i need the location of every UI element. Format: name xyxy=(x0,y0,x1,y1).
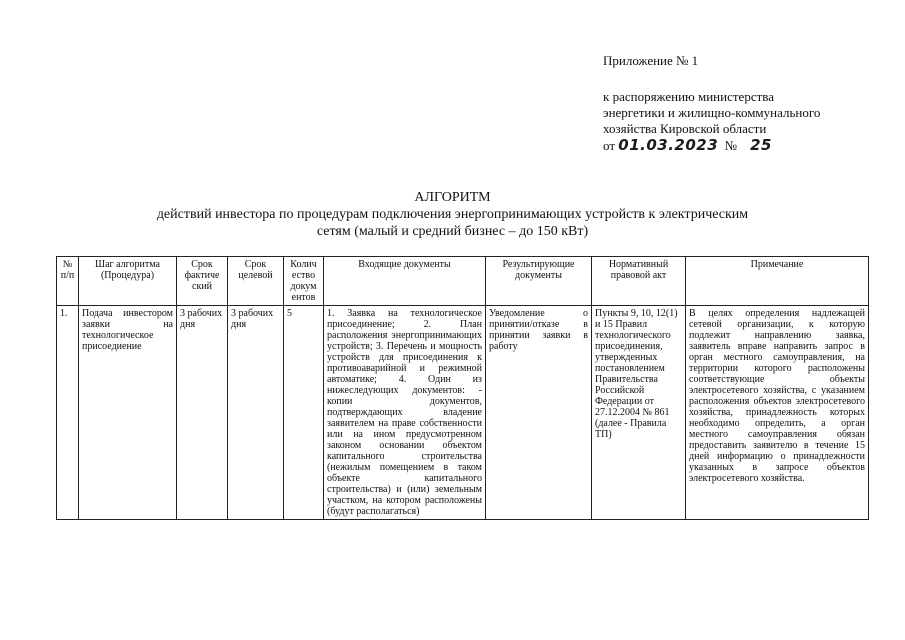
table-header-row xyxy=(57,257,869,306)
header-legal: Нормативный правовой акт xyxy=(592,257,686,306)
appendix-title: Приложение № 1 xyxy=(603,53,699,68)
appendix-date-line xyxy=(603,137,893,154)
handwritten-number: 25 xyxy=(750,136,772,154)
appendix-line-1: к распоряжению министерства xyxy=(603,89,775,104)
handwritten-date: 01.03.2023 xyxy=(618,136,719,154)
header-incoming: Входящие документы xyxy=(324,257,486,306)
from-label: от xyxy=(603,138,616,153)
header-target-term: Срок целевой xyxy=(228,257,284,306)
appendix-line-2: энергетики и жилищно-коммунального xyxy=(603,105,821,120)
heading-title: АЛГОРИТМ xyxy=(414,190,491,205)
cell-target-term: 3 рабочих дня xyxy=(228,306,284,520)
heading-subtitle-line-1: действий инвестора по процедурам подключения энергопринимающих устройств к электрическим xyxy=(156,207,749,222)
document-heading xyxy=(0,189,905,240)
cell-fact-term: 3 рабочих дня xyxy=(177,306,228,520)
appendix-line-3: хозяйства Кировской области xyxy=(603,121,767,136)
cell-note: В целях определения надлежащей сетевой организации, к которую подлежит направлению заявка, заявитель вправе направить запрос в орган местного самоуправления, на территории которого расположены соответствующие объекты электросетевого хозяйства, с указанием расположения объектов электросетевого хозяйства, принадлежность которых необходимо определить, а орган местного самоуправления обязан предоставить заявителю в течение 15 дней информацию о принадлежности указанных в запросе объектов электросетевого хозяйства. xyxy=(686,306,869,520)
header-result: Результирующие документы xyxy=(486,257,592,306)
heading-subtitle-line-2: сетям (малый и средний бизнес – до 150 кВт) xyxy=(316,224,589,239)
header-fact-term: Срок фактиче ский xyxy=(177,257,228,306)
header-note: Примечание xyxy=(686,257,869,306)
table-row xyxy=(57,306,869,520)
cell-step: Подача инвестором заявки на технологическое присоедиение xyxy=(79,306,177,520)
header-step: Шаг алгоритма (Процедура) xyxy=(79,257,177,306)
algorithm-table xyxy=(56,256,869,520)
header-num: № п/п xyxy=(57,257,79,306)
cell-num: 1. xyxy=(57,306,79,520)
cell-result: Уведомление о принятии/отказе в принятии заявки в работу xyxy=(486,306,592,520)
appendix-block xyxy=(603,53,893,154)
cell-count: 5 xyxy=(284,306,324,520)
cell-incoming: 1. Заявка на технологическое присоединение; 2. План расположения энергопринимающих устройств; 3. Перечень и мощность устройств для присоединения к противоаварийной и режимной автоматике; 4. Один из нижеследующих документов: - копии документов, подтверждающих владение заявителем на праве собственности или на ином предусмотренном законом основании объектом капитального строительства (нежилым помещением в таком объекте капитального строительства) и (или) земельным участком, на котором расположены (будут располагаться) xyxy=(324,306,486,520)
cell-legal: Пункты 9, 10, 12(1) и 15 Правил технологического присоединения, утвержденных постановлением Правительства Российской Федерации от 27.12.2004 № 861 (далее - Правила ТП) xyxy=(592,306,686,520)
header-count: Колич ество докум ентов xyxy=(284,257,324,306)
number-label: № xyxy=(724,138,738,153)
